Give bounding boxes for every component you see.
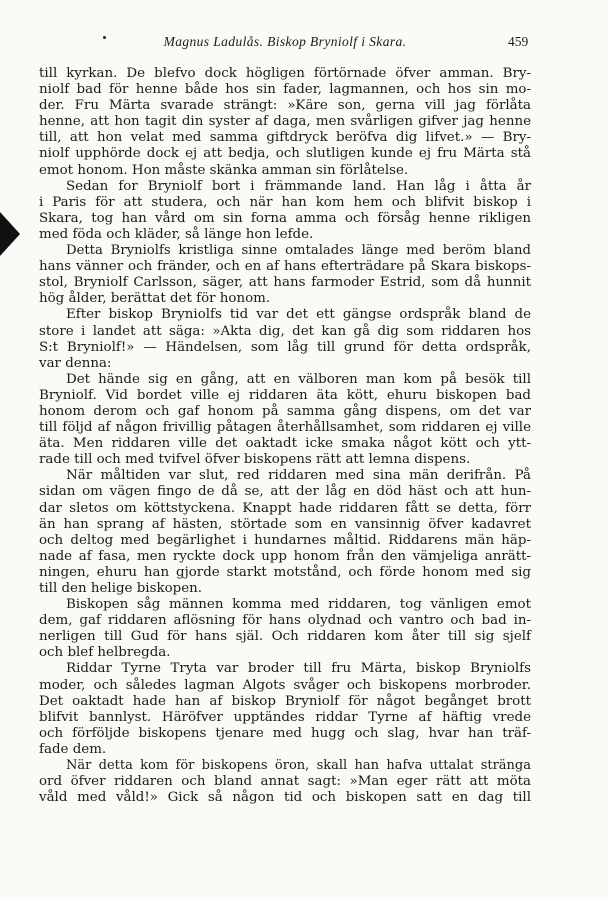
text-line: Sedan for Bryniolf bort i främmande land. Han låg i åtta år [66, 178, 531, 194]
text-line: niolf upphörde dock ej att bedja, och slutligen kunde ej fru Märta stå [39, 146, 531, 162]
text-line: Skara, tog han vård om sin forna amma och försåg henne rikligen [39, 210, 531, 226]
text-line: dem, gaf riddaren aflösning för hans olydnad och vantro och bad in- [39, 613, 531, 629]
text-line: och deltog med begärlighet i hundarnes måltid. Riddarens män häp- [39, 532, 531, 548]
page-header [0, 34, 608, 56]
text-line: till kyrkan. De blefvo dock högligen förtörnade öfver amman. Bry- [39, 66, 531, 81]
running-title: Magnus Ladulås. Biskop Bryniolf i Skara. [163, 34, 407, 49]
page-number: 459 [508, 34, 529, 49]
text-line: Detta Bryniolfs kristliga sinne omtalades länge med beröm bland [66, 243, 531, 259]
text-line: till den helige biskopen. [39, 581, 203, 596]
text-line: niolf bad för henne både hos sin fader, lagmannen, och hos sin mo- [39, 82, 531, 98]
text-line: Biskopen såg männen komma med riddaren, tog vänligen emot [66, 597, 531, 613]
text-line: fade dem. [39, 741, 107, 757]
text-line: ningen, ehuru han gjorde starkt motstånd, och förde honom med sig [39, 564, 531, 580]
text-line: och blef helbregda. [39, 645, 171, 661]
text-line: till, att hon velat med samma giftdryck beröfva dig lifvet.» — Bry- [39, 130, 531, 146]
text-line: våld med våld!» Gick så någon tid och biskopen satt en dag till [39, 790, 531, 806]
text-line: emot honom. Hon måste skänka amman sin förlåtelse. [39, 162, 409, 178]
body-text [39, 66, 531, 806]
page-edge-mark [0, 212, 20, 256]
text-line: och förföljde biskopens tjenare med hugg och slag, hvar han träf- [39, 725, 531, 741]
text-line: Bryniolf. Vid bordet ville ej riddaren äta kött, ehuru biskopen bad [39, 387, 531, 403]
text-line: var denna: [39, 355, 112, 371]
text-line: ord öfver riddaren och bland annat sagt: »Man eger rätt att möta [39, 774, 531, 790]
text-line: nerligen till Gud för hans själ. Och riddaren kom åter till sig sjelf [39, 629, 531, 645]
text-line: Det hände sig en gång, att en välboren man kom på besök till [66, 371, 531, 387]
text-line: S:t Bryniolf!» — Händelsen, som låg till grund för detta ordspråk, [39, 339, 531, 355]
text-line: der. Fru Märta svarade strängt: »Käre son, gerna vill jag förlåta [39, 98, 531, 114]
text-line: hög ålder, berättat det för honom. [39, 291, 271, 307]
text-line: äta. Men riddaren ville det oaktadt icke smaka något kött och ytt- [39, 436, 531, 452]
text-line: nade af fasa, men ryckte dock upp honom från den vämjeliga anrätt- [39, 548, 531, 564]
text-line: hans vänner och fränder, och en af hans efterträdare på Skara biskops- [39, 259, 531, 275]
text-line: Efter biskop Bryniolfs tid var det ett gängse ordspråk bland de [66, 307, 531, 323]
text-line: med föda och kläder, så länge hon lefde. [39, 226, 314, 242]
text-line: än han sprang af hästen, störtade som en vansinnig öfver kadavret [39, 516, 531, 532]
text-line: rade till och med tvifvel öfver biskopens rätt att lemna dispens. [39, 452, 471, 468]
text-line: honom derom och gaf honom på samma gång dispens, om det var [39, 403, 531, 419]
text-line: sidan om vägen fingo de då se, att der låg en död häst och att hun- [39, 484, 531, 500]
text-line: henne, att hon tagit din syster af daga, men svårligen gifver jag henne [39, 114, 531, 130]
text-line: När detta kom för biskopens öron, skall han hafva uttalat stränga [66, 758, 531, 774]
text-line: Det oaktadt hade han af biskop Bryniolf för något begånget brott [39, 693, 531, 709]
text-line: stol, Bryniolf Carlsson, säger, att hans farmoder Estrid, som då hunnit [39, 275, 531, 291]
text-line: moder, och således lagman Algots svåger och biskopens morbroder. [39, 677, 531, 693]
text-line: blifvit bannlyst. Häröfver upptändes riddar Tyrne af häftig vrede [39, 709, 531, 725]
text-line: När måltiden var slut, red riddaren med sina män derifrån. På [66, 468, 531, 484]
text-line: i Paris för att studera, och när han kom hem och blifvit biskop i [39, 194, 531, 210]
text-line: Riddar Tyrne Tryta var broder till fru Märta, biskop Bryniolfs [66, 661, 531, 677]
text-line: store i landet att säga: »Akta dig, det kan gå dig som riddaren hos [39, 323, 531, 339]
text-line: till följd af någon frivillig påtagen återhållsamhet, som riddaren ej ville [39, 420, 531, 436]
text-line: dar sletos om köttstyckena. Knappt hade riddaren fått se detta, förr [39, 500, 531, 516]
